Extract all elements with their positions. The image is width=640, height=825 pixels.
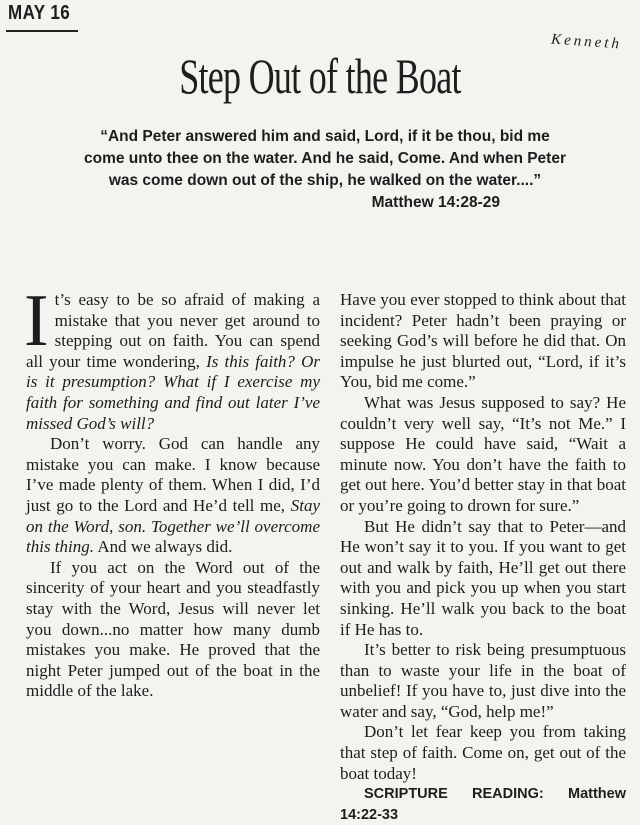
paragraph-1-italic: Is this faith? Or is it presumption? What if I exercise my faith for something and find out later I’ve missed God’s will?: [26, 351, 321, 433]
paragraph-1: [24, 280, 321, 434]
key-verse: [80, 126, 570, 214]
paragraph-2-text: Don’t worry. God can handle any mistake you can make. I know because I’ve made plenty of them. When I did, I’d just go to the Lord and He’d tell me,: [26, 434, 320, 515]
paragraph-2-end: And we always did.: [94, 537, 233, 557]
author-signature: Kenneth: [550, 31, 623, 53]
date-underline: [6, 30, 78, 32]
paragraph-6: But He didn’t say that to Peter—and He won’t say it to you. If you want to get out and walk by faith, He’ll get out there with you and pick you up when you start sinking. He’ll walk you back to the boat if He has to.: [340, 516, 626, 639]
verse-reference: Matthew 14:28-29: [371, 194, 500, 211]
paragraph-4-continued: Have you ever stopped to think about that incident? Peter hadn’t been praying or seeking God’s will before he did that. On impulse he just blurted out, “Lord, if it’s You, bid me come.”: [340, 290, 626, 392]
scripture-reading: SCRIPTURE READING: Matthew 14:22-33: [340, 786, 626, 823]
paragraph-2: [26, 434, 320, 558]
drop-cap: I: [24, 280, 49, 362]
body-column-left: [24, 280, 321, 702]
verse-text: “And Peter answered him and said, Lord, if it be thou, bid me come unto thee on the water. And he said, Come. And when Peter was come down out of the ship, he walked on the water....”: [83, 128, 566, 189]
paragraph-5: What was Jesus supposed to say? He couldn’t very well say, “It’s not Me.” I suppose He could have said, “Wait a minute now. You don’t have the faith to get out here. You’d better stay in that boat or you’re going to drown for sure.”: [340, 392, 626, 515]
paragraph-7: It’s better to risk being presumptuous than to waste your life in the boat of unbelief! If you have to, just dive into the water and say, “God, help me!”: [340, 640, 626, 721]
paragraph-2-italic: Stay on the Word, son. Together we’ll overcome this thing.: [26, 495, 320, 557]
page-title: Step Out of the Boat: [179, 48, 461, 104]
paragraph-1-text: t’s easy to be so afraid of making a mistake that you never get around to stepping out on faith. You can spend all your time wondering,: [26, 290, 320, 371]
paragraph-8: Don’t let fear keep you from taking that step of faith. Come on, get out of the boat today!: [340, 722, 626, 783]
paragraph-3: If you act on the Word out of the sincerity of your heart and you steadfastly stay with the Word, Jesus will never let you down...no matter how many dumb mistakes you make. He proved that the night Peter jumped out of the boat in the middle of the lake.: [26, 557, 320, 701]
page-date: MAY 16: [8, 2, 71, 24]
body-column-right: [340, 290, 626, 825]
